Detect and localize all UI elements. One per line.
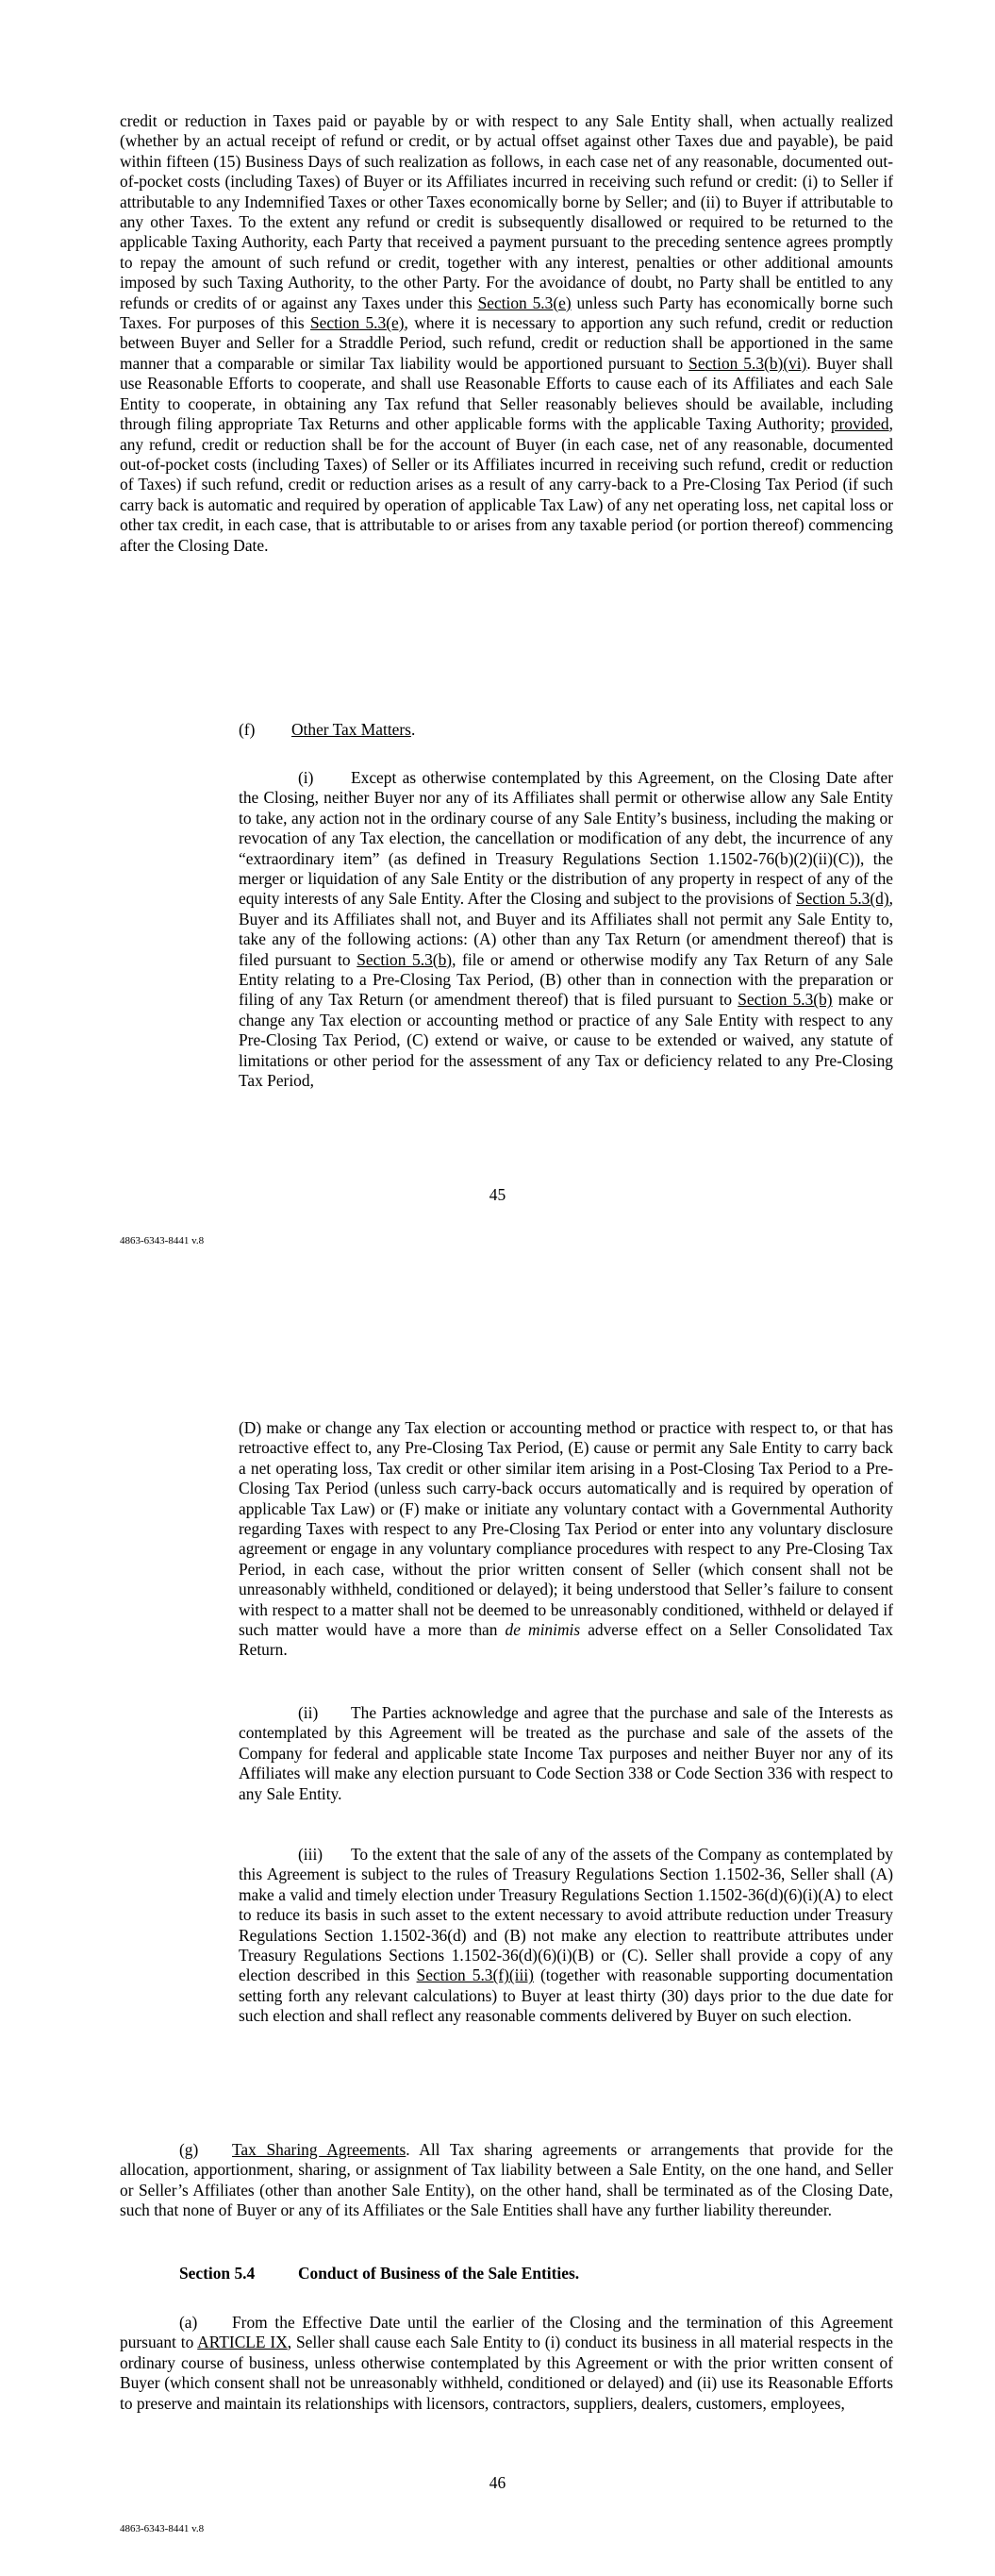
- clause-number: (i): [298, 768, 314, 787]
- runs: [239, 1703, 893, 1804]
- cross-reference: Section 5.3(b)(vi): [688, 353, 807, 373]
- text-run: , file or amend or otherwise modify any Tax Return of any Sale Entity relating to a Pre-Closing Tax Period, (B) other than in connection with the preparation or filing of any Tax Return (or amendment thereof) that is filed pursuant to: [239, 949, 893, 1010]
- text-run: , where it is necessary to apportion any such refund, credit or reduction between Buyer and Seller for a Straddle Period, such refund, credit or reduction shall be apportioned in the same manner that a comparable or similar Tax liability would be apportioned pursuant to: [120, 313, 893, 373]
- runs: [239, 768, 893, 1092]
- text-run: (together with reasonable supporting documentation setting forth any relevant calculations) to Buyer at least thirty (30) days prior to the due date for such election and shall reflect any reasonable comments delivered by Buyer on such election.: [239, 1965, 893, 2026]
- cross-reference: Section 5.3(e): [477, 293, 572, 312]
- punct: .: [410, 720, 416, 739]
- section-number: Section 5.4: [179, 2264, 256, 2283]
- runs: [120, 2313, 893, 2414]
- text-run: The Parties acknowledge and agree that the purchase and sale of the Interests as contemplated by this Agreement will be treated as the purchase and sale of the assets of the Company for federal and applicable state Income Tax purposes and neither Buyer nor any of its Affiliates will make any election pursuant to Code Section 338 or Code Section 336 with respect to any Sale Entity.: [239, 1703, 893, 1803]
- paragraph-5-4-a: [120, 2313, 893, 2414]
- text-run: From the Effective Date until the earlier of the Closing and the termination of this Agreement pursuant to: [120, 2313, 893, 2352]
- text-run: . All Tax sharing agreements or arrangements that provide for the allocation, apportionment, sharing, or assignment of Tax liability between a Sale Entity, on the one hand, and Seller or Seller’s Affiliates (other than another Sale Entity), on the other hand, shall be terminated as of the Closing Date, such that none of Buyer or any of its Affiliates or the Sale Entities shall have any further liability thereunder.: [120, 2140, 893, 2220]
- text-run: Except as otherwise contemplated by this Agreement, on the Closing Date after the Closing, neither Buyer nor any of its Affiliates shall permit or otherwise allow any Sale Entity to take, any action not in the ordinary course of any Sale Entity’s business, including the making or revocation of any Tax election, the cancellation or modification of any debt, the incurrence of any “extraordinary item” (as defined in Treasury Regulations Section 1.1502-76(b)(2)(ii)(C)), the merger or liquidation of any Sale Entity or the distribution of any property in respect of any of the equity interests of any Sale Entity. After the Closing and subject to the provisions of: [239, 768, 893, 909]
- cross-reference: Tax Sharing Agreements: [232, 2140, 406, 2159]
- document-id: 4863-6343-8441 v.8: [120, 2523, 205, 2534]
- paragraph-g-tax-sharing: [120, 2140, 893, 2221]
- clause-number: (a): [179, 2313, 198, 2332]
- runs: [120, 111, 893, 556]
- text-run: adverse effect on a Seller Consolidated Tax Return.: [239, 1620, 893, 1660]
- page-number: 46: [489, 2473, 506, 2492]
- text-run: , Buyer and its Affiliates shall not, and Buyer and its Affiliates shall not permit any Sale Entity to, take any of the following actions: (A) other than any Tax Return (or amendment thereof) that is filed pursuant to: [239, 889, 893, 969]
- runs: [239, 1418, 893, 1661]
- punct: .: [574, 2264, 580, 2283]
- cross-reference: ARTICLE IX: [197, 2333, 288, 2352]
- paragraph-tax-refunds: [120, 111, 893, 556]
- page-number: 45: [489, 1185, 506, 1204]
- paragraph-f-ii: [239, 1703, 893, 1804]
- text-run: unless such Party has economically borne such Taxes. For purposes of this: [120, 293, 893, 333]
- text-run: To the extent that the sale of any of the assets of the Company as contemplated by this Agreement is subject to the rules of Treasury Regulations Section 1.1502-36, Seller shall (A) make a valid and timely election under Treasury Regulations Section 1.1502-36(d)(6)(i)(A) to elect to reduce its basis in such asset to the extent necessary to avoid attribute reduction under Treasury Regulations Section 1.1502-36(d) and (B) not make any election to reattribute attributes under Treasury Regulations Sections 1.1502-36(d)(6)(i)(B) or (C). Seller shall provide a copy of any election described in this: [239, 1845, 893, 1985]
- cross-reference: Section 5.3(b): [738, 990, 833, 1010]
- text-run: (D) make or change any Tax election or accounting method or practice with respect to, or that has retroactive effect to, any Pre-Closing Tax Period, (E) cause or permit any Sale Entity to carry back a net operating loss, Tax credit or other similar item arising in a Post-Closing Tax Period to a Pre-Closing Tax Period (unless such carry-back occurs automatically and is required by operation of applicable Tax Law) or (F) make or initiate any voluntary contact with a Governmental Authority regarding Taxes with respect to any Pre-Closing Tax Period or enter into any voluntary disclosure agreement or engage in any voluntary compliance procedures with respect to any Pre-Closing Tax Period, in each case, without the prior written consent of Seller (which consent shall not be unreasonably withheld, conditioned or delayed); it being understood that Seller’s failure to consent with respect to a matter shall not be deemed to be unreasonably conditioned, withheld or delayed if such matter would have a more than: [239, 1418, 893, 1640]
- text-run: . Buyer shall use Reasonable Efforts to cooperate, and shall use Reasonable Efforts to cause each of its Affiliates and each Sale Entity to cooperate, in obtaining any Tax refund that Seller reasonably believes should be available, including through filing appropriate Tax Returns and other applicable forms with the applicable Taxing Authority;: [120, 353, 894, 434]
- paragraph-f-i: [239, 768, 893, 1092]
- cross-reference: provided: [830, 414, 889, 434]
- clause-number: (g): [179, 2140, 199, 2159]
- paragraph-f-i-continued: [239, 1418, 893, 1661]
- cross-reference: Section 5.3(b): [357, 949, 453, 969]
- cross-reference: Section 5.3(e): [309, 313, 405, 333]
- runs: [120, 2140, 893, 2221]
- text-run: make or change any Tax election or accounting method or practice of any Sale Entity with respect to any Pre-Closing Tax Period, (C) extend or waive, or cause to be extended or waived, any statute of limitations or other period for the assessment of any Tax or deficiency related to any Pre-Closing Tax Period,: [239, 990, 894, 1091]
- heading-section-5-4: [120, 2264, 893, 2283]
- text-run: de minimis: [505, 1620, 581, 1640]
- clause-number: (iii): [298, 1845, 323, 1864]
- heading-other-tax-matters: [239, 720, 893, 740]
- runs: [239, 1845, 893, 2027]
- clause-number: (f): [239, 720, 256, 739]
- clause-number: (ii): [298, 1703, 319, 1722]
- cross-reference: Section 5.3(d): [795, 889, 889, 909]
- cross-reference: Section 5.3(f)(iii): [416, 1965, 534, 1985]
- text-run: , Seller shall cause each Sale Entity to (i) conduct its business in all material respects in the ordinary course of business, unless otherwise contemplated by this Agreement or with the prior written consent of Buyer (which consent shall not be unreasonably withheld, conditioned or delayed) and (ii) use its Reasonable Efforts to preserve and maintain its relationships with licensors, contractors, suppliers, dealers, customers, employees,: [120, 2333, 893, 2413]
- text-run: credit or reduction in Taxes paid or payable by or with respect to any Sale Entity shall, when actually realized (whether by an actual receipt of refund or credit, or by actual offset against other Taxes due and payable), be paid within fifteen (15) Business Days of such realization as follows, in each case net of any reasonable, documented out-of-pocket costs (including Taxes) of Buyer or its Affiliates incurred in receiving such refund or credit: (i) to Seller if attributable to any Indemnified Taxes or other Taxes economically borne by Seller; and (ii) to Buyer if attributable to any other Taxes. To the extent any refund or credit is subsequently disallowed or required to be returned to the applicable Taxing Authority, each Party that received a payment pursuant to the preceding sentence agrees promptly to repay the amount of such refund or credit, together with any interest, penalties or other additional amounts imposed by such Taxing Authority, to the other Party. For the avoidance of doubt, no Party shall be entitled to any refunds or credits of or against any Taxes under this: [120, 111, 893, 312]
- document-id: 4863-6343-8441 v.8: [120, 1235, 205, 1246]
- document-page-46: [0, 1288, 995, 2576]
- section-title: Conduct of Business of the Sale Entities: [298, 2264, 575, 2283]
- text-run: , any refund, credit or reduction shall be for the account of Buyer (in each case, net of any reasonable, documented out-of-pocket costs (including Taxes) of Seller or its Affiliates incurred in receiving such refund, credit or reduction of Taxes) if such refund, credit or reduction arises as a result of any carry-back to a Pre-Closing Tax Period (if such carry back is automatic and required by operation of applicable Tax Law) of any net operating loss, net capital loss or other tax credit, in each case, that is attributable to or arises from any taxable period (or portion thereof) commencing after the Closing Date.: [120, 414, 893, 555]
- clause-title: Other Tax Matters: [291, 720, 411, 739]
- paragraph-f-iii: [239, 1845, 893, 2027]
